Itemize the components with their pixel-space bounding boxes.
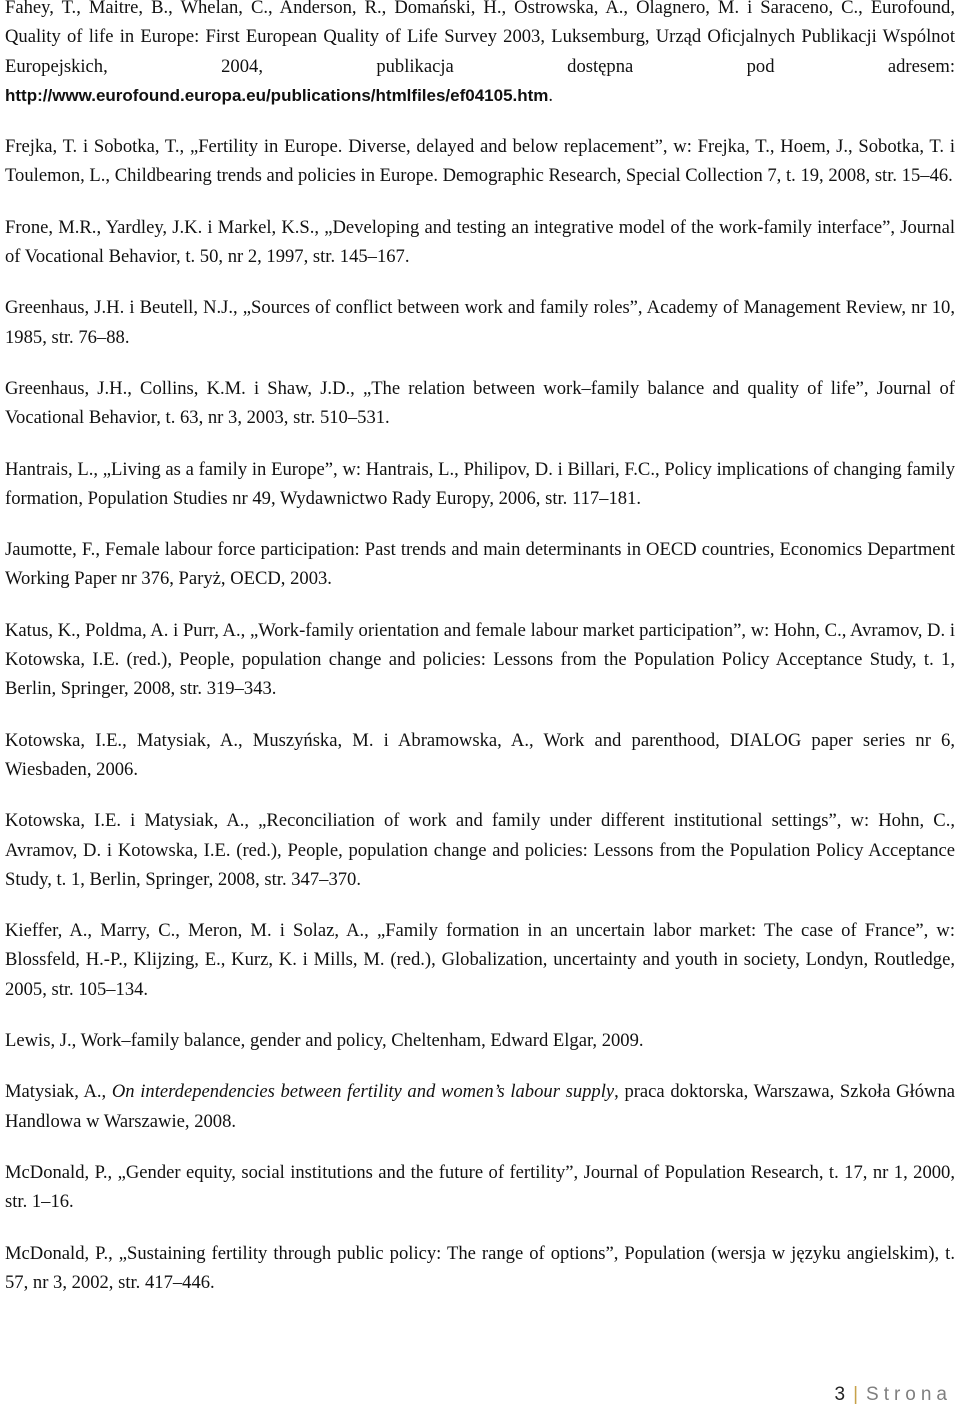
reference-text: Jaumotte, F., Female labour force participation: Past trends and main determinants in OECD countries, Economics Department Working Paper nr 376, Paryż, OECD, 2003. <box>5 539 955 590</box>
reference-text: Katus, K., Poldma, A. i Purr, A., „Work-family orientation and female labour market participation”, w: Hohn, C., Avramov, D. i Kotowska, I.E. (red.), People, population change and policies: Lessons from the Population Policy Acceptance Study, t. 1, Berlin, Springer, 2008, str. 319–343. <box>5 619 955 700</box>
reference-entry <box>5 0 955 110</box>
reference-text: Frejka, T. i Sobotka, T., „Fertility in Europe. Diverse, delayed and below replacement”, w: Frejka, T., Hoem, J., Sobotka, T. i Toulemon, L., Childbearing trends and policies in Europe. Demographic Research, Special Collection 7, t. 19, 2008, str. 15–46. <box>5 136 955 187</box>
reference-entry <box>5 293 955 352</box>
reference-text: Fahey, T., Maitre, B., Whelan, C., Anderson, R., Domański, H., Ostrowska, A., Olagnero, M. i Saraceno, C., Eurofound, Quality of life in Europe: First European Quality of Life Survey 2003, Luksemburg, Urząd Oficjalnych Publikacji Wspólnot Europejskich, 2004, publikacja dostępna pod adresem: <box>5 0 955 77</box>
page-word: Strona <box>866 1384 952 1405</box>
page-number: 3 <box>834 1384 846 1405</box>
reference-text: Greenhaus, J.H., Collins, K.M. i Shaw, J.D., „The relation between work–family balance and quality of life”, Journal of Vocational Behavior, t. 63, nr 3, 2003, str. 510–531. <box>5 377 955 429</box>
reference-url-link[interactable]: http://www.eurofound.europa.eu/publications/htmlfiles/ef04105.htm <box>5 85 549 105</box>
footer-separator: | <box>853 1384 859 1405</box>
reference-text: , praca doktorska, Warszawa, Szkoła Główna Handlowa w Warszawie, 2008. <box>5 1081 955 1132</box>
reference-text: Kieffer, A., Marry, C., Meron, M. i Solaz, A., „Family formation in an uncertain labor market: The case of France”, w: Blossfeld, H.-P., Klijzing, E., Kurz, K. i Mills, M. (red.), Globalization, uncertainty and youth in society, Londyn, Routledge, 2005, str. 105–134. <box>5 920 955 1000</box>
reference-entry <box>5 916 955 1004</box>
reference-text: Lewis, J., Work–family balance, gender and policy, Cheltenham, Edward Elgar, 2009. <box>5 1030 644 1052</box>
reference-text: Matysiak, A., <box>5 1081 112 1103</box>
reference-entry <box>5 616 955 704</box>
reference-entry <box>5 806 955 894</box>
reference-text: Greenhaus, J.H. i Beutell, N.J., „Sources of conflict between work and family roles”, Academy of Management Review, nr 10, 1985, str. 76–88. <box>5 297 955 348</box>
reference-entry <box>5 374 955 433</box>
reference-text: Frone, M.R., Yardley, J.K. i Markel, K.S., „Developing and testing an integrative model of the work-family interface”, Journal of Vocational Behavior, t. 50, nr 2, 1997, str. 145–167. <box>5 216 955 268</box>
reference-entry <box>5 535 955 594</box>
reference-text: Hantrais, L., „Living as a family in Europe”, w: Hantrais, L., Philipov, D. i Billari, F.C., Policy implications of changing family formation, Population Studies nr 49, Wydawnictwo Rady Europy, 2006, str. 117–181. <box>5 458 955 509</box>
reference-title-italic: On interdependencies between fertility and women’s labour supply <box>111 1081 615 1103</box>
reference-entry <box>5 1026 955 1055</box>
reference-text: . <box>548 84 554 106</box>
reference-entry <box>5 726 955 785</box>
reference-entry <box>5 1239 955 1298</box>
reference-entry <box>5 213 955 272</box>
bibliography <box>5 0 955 1319</box>
page-footer <box>835 1384 953 1406</box>
reference-entry <box>5 1077 955 1136</box>
reference-text: McDonald, P., „Gender equity, social institutions and the future of fertility”, Journal of Population Research, t. 17, nr 1, 2000, str. 1–16. <box>5 1161 955 1213</box>
reference-text: Kotowska, I.E., Matysiak, A., Muszyńska, M. i Abramowska, A., Work and parenthood, DIALOG paper series nr 6, Wiesbaden, 2006. <box>5 729 955 780</box>
reference-text: Kotowska, I.E. i Matysiak, A., „Reconciliation of work and family under different institutional settings”, w: Hohn, C., Avramov, D. i Kotowska, I.E. (red.), People, population change and policies: Lessons from the Population Policy Acceptance Study, t. 1, Berlin, Springer, 2008, str. 347–370. <box>5 810 955 890</box>
reference-entry <box>5 1158 955 1217</box>
reference-entry <box>5 455 955 514</box>
reference-entry <box>5 132 955 191</box>
reference-text: McDonald, P., „Sustaining fertility through public policy: The range of options”, Population (wersja w języku angielskim), t. 57, nr 3, 2002, str. 417–446. <box>5 1242 955 1293</box>
